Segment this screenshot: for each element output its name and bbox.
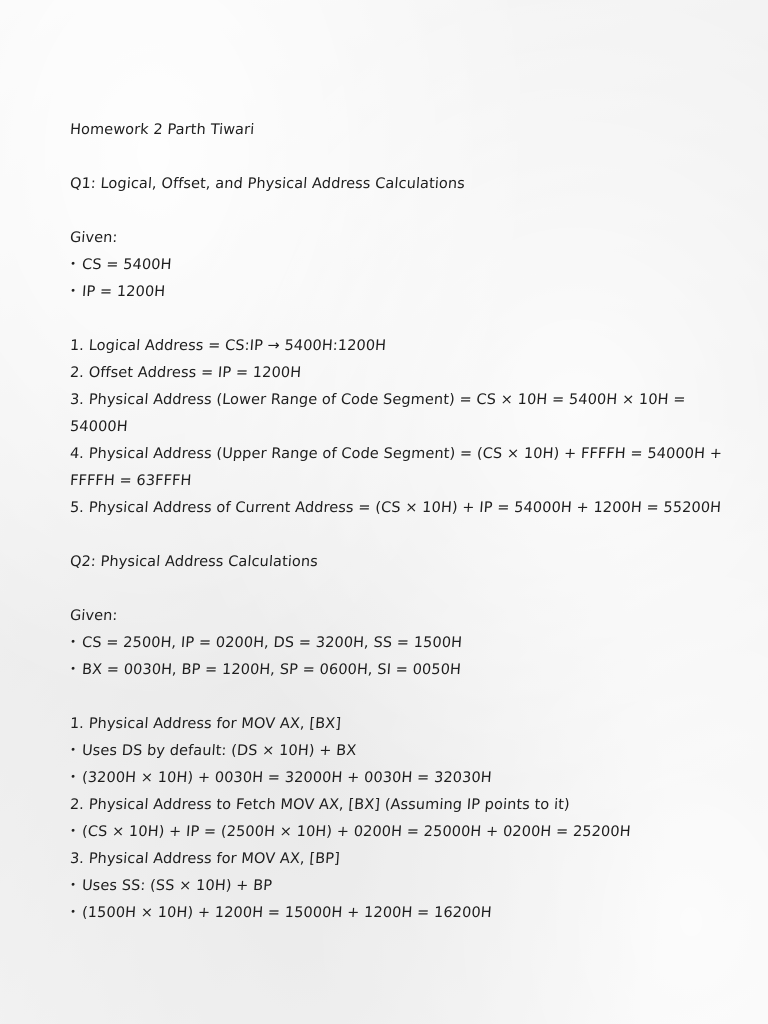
q2-part3-line: • (1500H × 10H) + 1200H = 15000H + 1200H = 16200H xyxy=(69,904,492,922)
document-title: Homework 2 Parth Tiwari xyxy=(69,122,255,138)
q2-part2-line: • (CS × 10H) + IP = (2500H × 10H) + 0200H = 25000H + 0200H = 25200H xyxy=(69,823,631,841)
q2-part2-title: 2. Physical Address to Fetch MOV AX, [BX] (Assuming IP points to it) xyxy=(69,797,571,813)
q2-part1-line: • (3200H × 10H) + 0030H = 32000H + 0030H = 32030H xyxy=(69,769,492,787)
q1-item: 5. Physical Address of Current Address = (CS × 10H) + IP = 54000H + 1200H = 55200H xyxy=(69,500,722,516)
q2-given-item: • CS = 2500H, IP = 0200H, DS = 3200H, SS = 1500H xyxy=(69,634,462,652)
q1-item: 4. Physical Address (Upper Range of Code Segment) = (CS × 10H) + FFFFH = 54000H + xyxy=(69,446,723,462)
q1-item-continued: FFFFH = 63FFFH xyxy=(69,473,192,489)
q1-given-item: • CS = 5400H xyxy=(69,256,172,274)
q2-given-label: Given: xyxy=(69,608,119,624)
q2-given-item: • BX = 0030H, BP = 1200H, SP = 0600H, SI = 0050H xyxy=(69,661,461,679)
q1-item-continued: 54000H xyxy=(69,419,129,435)
q2-part1-title: 1. Physical Address for MOV AX, [BX] xyxy=(69,716,342,732)
q2-part3-title: 3. Physical Address for MOV AX, [BP] xyxy=(69,851,341,867)
q1-given-item: • IP = 1200H xyxy=(69,283,165,301)
q1-item: 3. Physical Address (Lower Range of Code Segment) = CS × 10H = 5400H × 10H = xyxy=(69,392,687,408)
q2-heading: Q2: Physical Address Calculations xyxy=(69,554,319,570)
q2-part1-line: • Uses DS by default: (DS × 10H) + BX xyxy=(69,742,357,760)
q1-given-label: Given: xyxy=(69,230,119,246)
q2-part3-line: • Uses SS: (SS × 10H) + BP xyxy=(69,877,272,895)
q1-item: 2. Offset Address = IP = 1200H xyxy=(69,365,302,381)
q1-item: 1. Logical Address = CS:IP → 5400H:1200H xyxy=(69,338,387,354)
q1-heading: Q1: Logical, Offset, and Physical Address Calculations xyxy=(69,176,466,192)
